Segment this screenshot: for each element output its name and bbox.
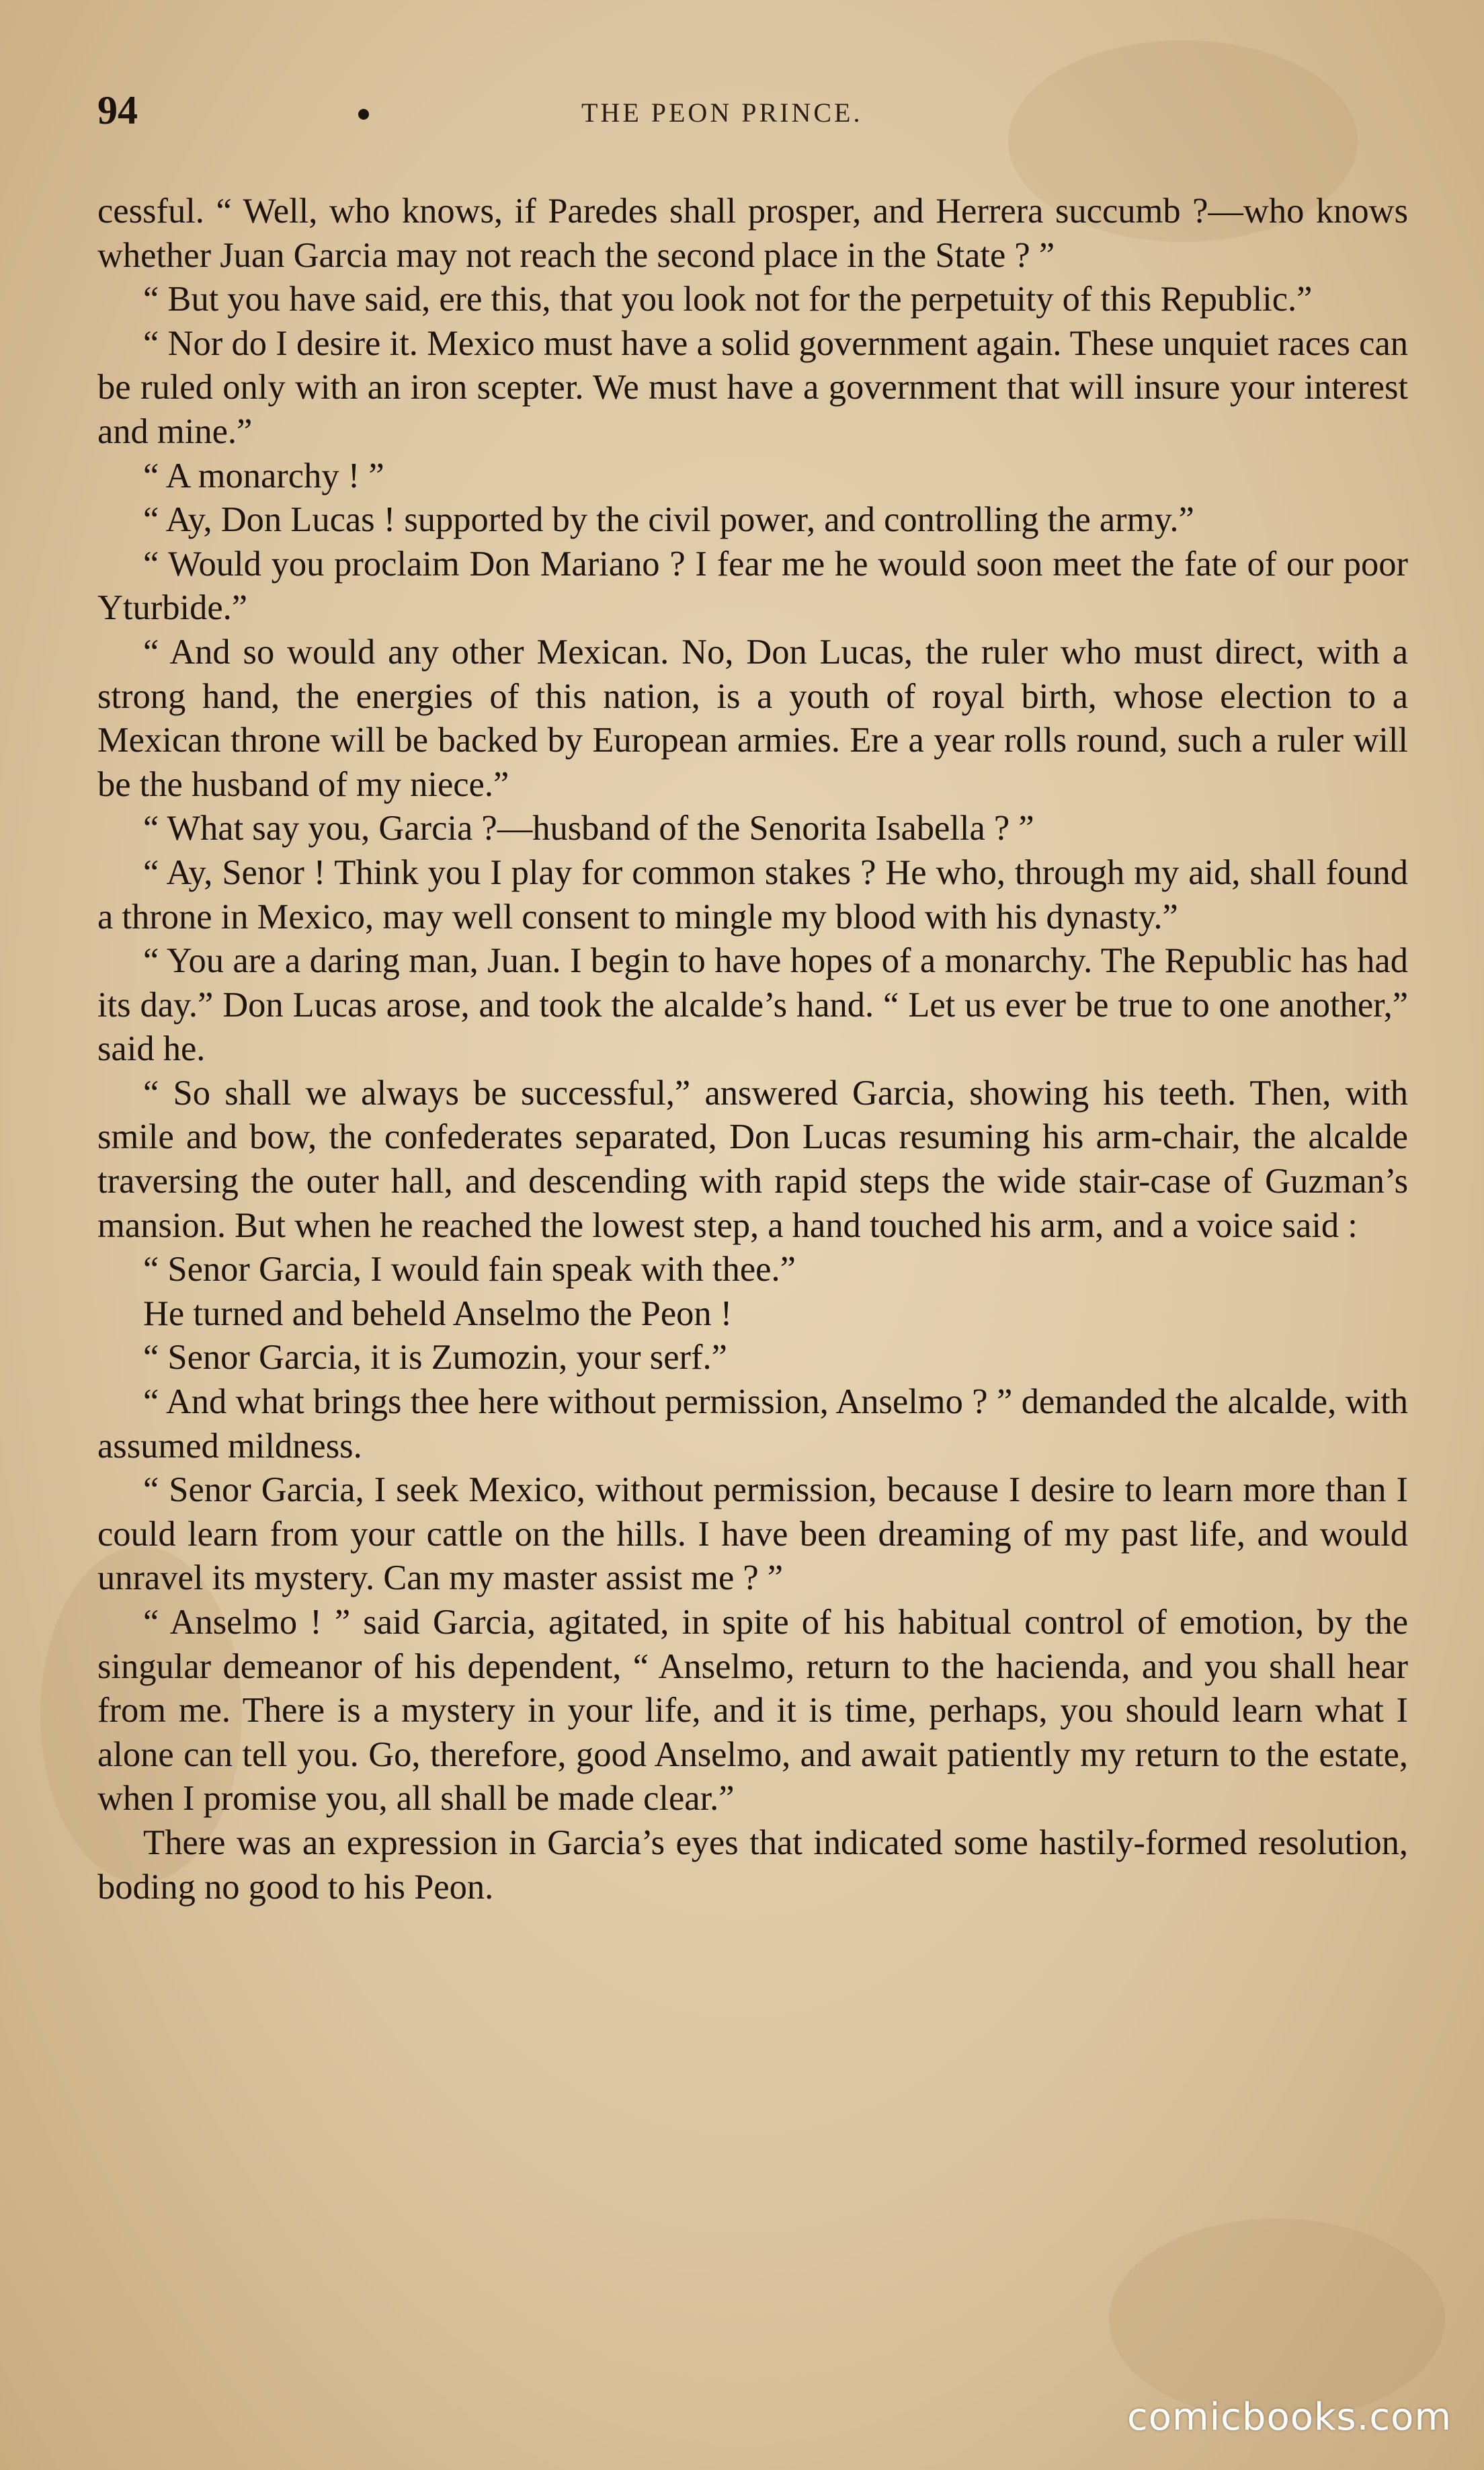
paragraph: “ Ay, Senor ! Think you I play for common stakes ? He who, through my aid, shall found a throne in Mexico, may well consent to mingle my blood with his dynasty.” — [97, 852, 1408, 937]
watermark: comicbooks.com — [1126, 2395, 1452, 2439]
paragraph: cessful. “ Well, who knows, if Paredes shall prosper, and Herrera succumb ?—who knows whether Juan Garcia may not reach the second place in the State ? ” — [97, 192, 1408, 275]
paragraph: There was an expression in Garcia’s eyes that indicated some hastily-formed resolution, boding no good to his Peon. — [97, 1823, 1408, 1907]
paragraph: “ Ay, Don Lucas ! supported by the civil power, and controlling the army.” — [143, 500, 1194, 540]
paragraph: “ So shall we always be successful,” answered Garcia, showing his teeth. Then, with smile and bow, the confederates separated, Don Lucas resuming his arm-chair, the alcalde traversing the outer hall, and descending with rapid steps the wide stair-case of Guzman’s mansion. But when he reached the lowest step, a hand touched his arm, and a voice said : — [97, 1073, 1408, 1245]
paragraph: “ Nor do I desire it. Mexico must have a solid government again. These unquiet races can be ruled only with an iron scepter. We must have a government that will insure your interest and mine.” — [97, 323, 1408, 451]
paragraph: “ Senor Garcia, it is Zumozin, your serf.” — [143, 1338, 727, 1378]
paragraph: “ And what brings thee here without permission, Anselmo ? ” demanded the alcalde, with assumed mildness. — [97, 1382, 1408, 1466]
paragraph: “ Senor Garcia, I would fain speak with thee.” — [143, 1250, 796, 1289]
paragraph: “ A monarchy ! ” — [143, 456, 384, 495]
body-text — [97, 190, 1408, 1909]
page-header — [97, 87, 1408, 141]
paragraph: “ Anselmo ! ” said Garcia, agitated, in spite of his habitual control of emotion, by the singular demeanor of his dependent, “ Anselmo, return to the hacienda, and you shall hear from me. There is a mystery in your life, and it is time, perhaps, you should learn what I alone can tell you. Go, therefore, good Anselmo, and await patiently my return to the estate, when I promise you, all shall be made clear.” — [97, 1603, 1408, 1819]
paragraph: “ What say you, Garcia ?—husband of the Senorita Isabella ? ” — [143, 809, 1034, 848]
paragraph: “ But you have said, ere this, that you look not for the perpetuity of this Republic.” — [143, 280, 1313, 319]
paragraph: “ Senor Garcia, I seek Mexico, without permission, because I desire to learn more than I could learn from your cattle on the hills. I have been dreaming of my past life, and would unravel its mystery. Can my master assist me ? ” — [97, 1470, 1408, 1598]
paragraph: “ Would you proclaim Don Mariano ? I fear me he would soon meet the fate of our poor Yturbide.” — [97, 544, 1408, 628]
page-number: 94 — [97, 88, 138, 132]
paper-stain — [1109, 2219, 1445, 2420]
paragraph: He turned and beheld Anselmo the Peon ! — [143, 1293, 733, 1333]
paragraph: “ You are a daring man, Juan. I begin to have hopes of a monarchy. The Republic has had its day.” Don Lucas arose, and took the alcalde’s hand. “ Let us ever be true to one another,” said he. — [97, 941, 1408, 1069]
paragraph: “ And so would any other Mexican. No, Don Lucas, the ruler who must direct, with a strong hand, the energies of this nation, is a youth of royal birth, whose election to a Mexican throne will be backed by European armies. Ere a year rolls round, such a ruler will be the husband of my niece.” — [97, 632, 1408, 804]
running-title: THE PEON PRINCE. — [581, 97, 863, 128]
bullet-dot-icon — [358, 109, 369, 120]
